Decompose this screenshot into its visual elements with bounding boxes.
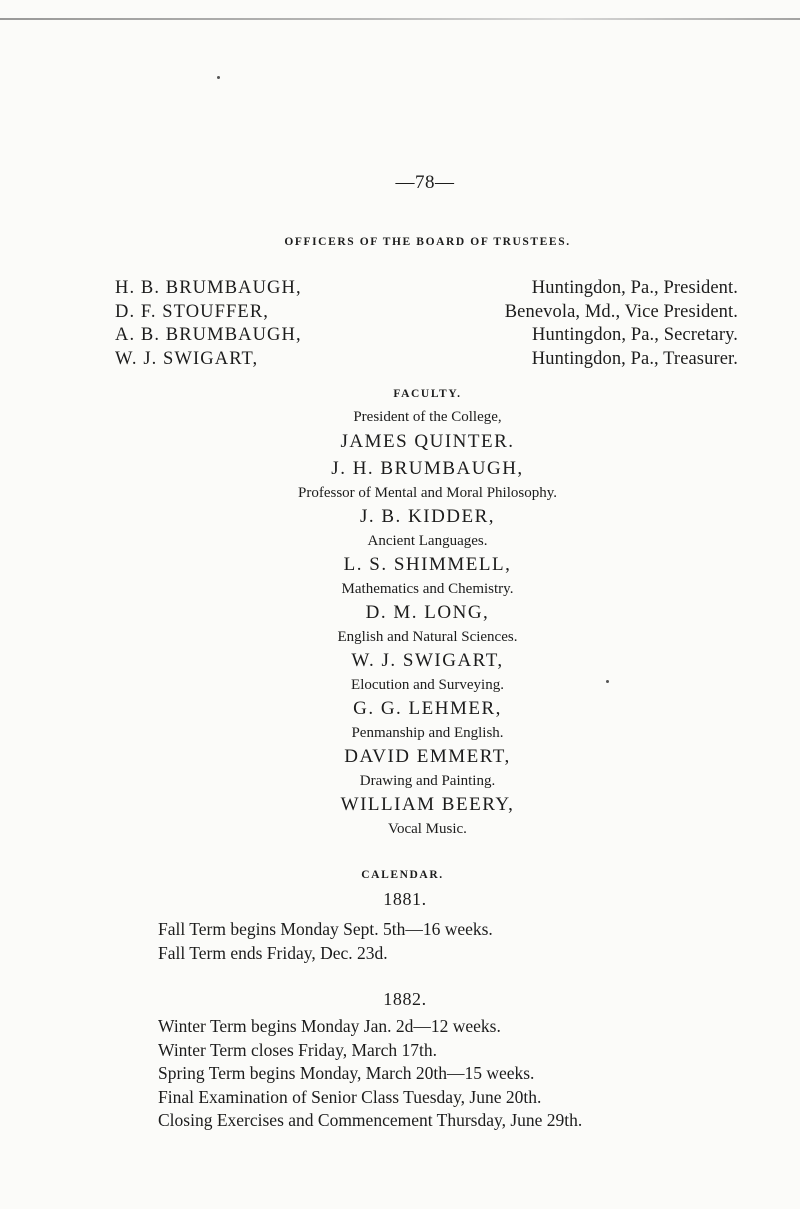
calendar-event: Winter Term begins Monday Jan. 2d—12 weeks. xyxy=(158,1016,501,1036)
officer-post: Huntingdon, Pa., Treasurer. xyxy=(531,348,738,369)
officer-row xyxy=(115,349,738,373)
faculty-heading: FACULTY. xyxy=(393,388,462,400)
officer-name: H. B. BRUMBAUGH, xyxy=(115,278,302,298)
officer-row xyxy=(115,325,738,349)
calendar-event: Closing Exercises and Commencement Thursday, June 29th. xyxy=(158,1110,583,1130)
faculty-subject: English and Natural Sciences. xyxy=(337,629,518,645)
officer-name: W. J. SWIGART, xyxy=(115,348,259,369)
faculty-subject: Drawing and Painting. xyxy=(359,773,496,789)
faculty-subject: Ancient Languages. xyxy=(367,533,488,549)
calendar-event: Final Examination of Senior Class Tuesday, June 20th. xyxy=(158,1086,542,1107)
calendar-event: Winter Term closes Friday, March 17th. xyxy=(158,1039,437,1060)
officers-list xyxy=(115,278,738,372)
board-heading: OFFICERS OF THE BOARD OF TRUSTEES. xyxy=(284,236,571,248)
faculty-subject: Elocution and Surveying. xyxy=(351,677,504,693)
faculty-name: WILLIAM BEERY, xyxy=(340,794,515,815)
calendar-events xyxy=(158,918,758,965)
faculty-name: JAMES QUINTER. xyxy=(340,431,515,452)
faculty-name: J. B. KIDDER, xyxy=(359,506,496,527)
faculty-name: L. S. SHIMMELL, xyxy=(343,554,512,575)
officer-row xyxy=(115,302,738,326)
president-title: President of the College, xyxy=(353,409,502,425)
officer-name: A. B. BRUMBAUGH, xyxy=(115,325,302,345)
calendar-events xyxy=(158,1015,758,1133)
officer-post: Huntingdon, Pa., Secretary. xyxy=(532,325,738,345)
calendar-year: 1881. xyxy=(383,889,427,909)
paper-speck xyxy=(217,76,220,79)
faculty-name: DAVID EMMERT, xyxy=(344,746,511,767)
faculty-subject: Penmanship and English. xyxy=(351,725,504,741)
calendar-heading: CALENDAR. xyxy=(361,869,444,881)
calendar-event: Fall Term begins Monday Sept. 5th—16 weeks. xyxy=(158,919,493,939)
officer-post: Benevola, Md., Vice President. xyxy=(504,301,738,322)
faculty-name: G. G. LEHMER, xyxy=(353,698,502,719)
officer-name: D. F. STOUFFER, xyxy=(115,301,269,322)
page-number: —78— xyxy=(395,172,455,193)
faculty-name: W. J. SWIGART, xyxy=(351,650,504,671)
officer-row xyxy=(115,278,738,302)
faculty-list xyxy=(0,406,800,840)
faculty-subject: Mathematics and Chemistry. xyxy=(341,581,514,597)
officer-post: Huntingdon, Pa., President. xyxy=(531,278,738,298)
page-top-rule xyxy=(0,18,800,20)
calendar-event: Fall Term ends Friday, Dec. 23d. xyxy=(158,942,388,963)
faculty-subject: Professor of Mental and Moral Philosophy. xyxy=(298,485,557,501)
calendar-event: Spring Term begins Monday, March 20th—15 weeks. xyxy=(158,1063,535,1083)
faculty-subject: Vocal Music. xyxy=(388,821,467,837)
faculty-name: J. H. BRUMBAUGH, xyxy=(331,458,524,479)
calendar-year: 1882. xyxy=(383,989,427,1009)
faculty-name: D. M. LONG, xyxy=(365,602,490,623)
